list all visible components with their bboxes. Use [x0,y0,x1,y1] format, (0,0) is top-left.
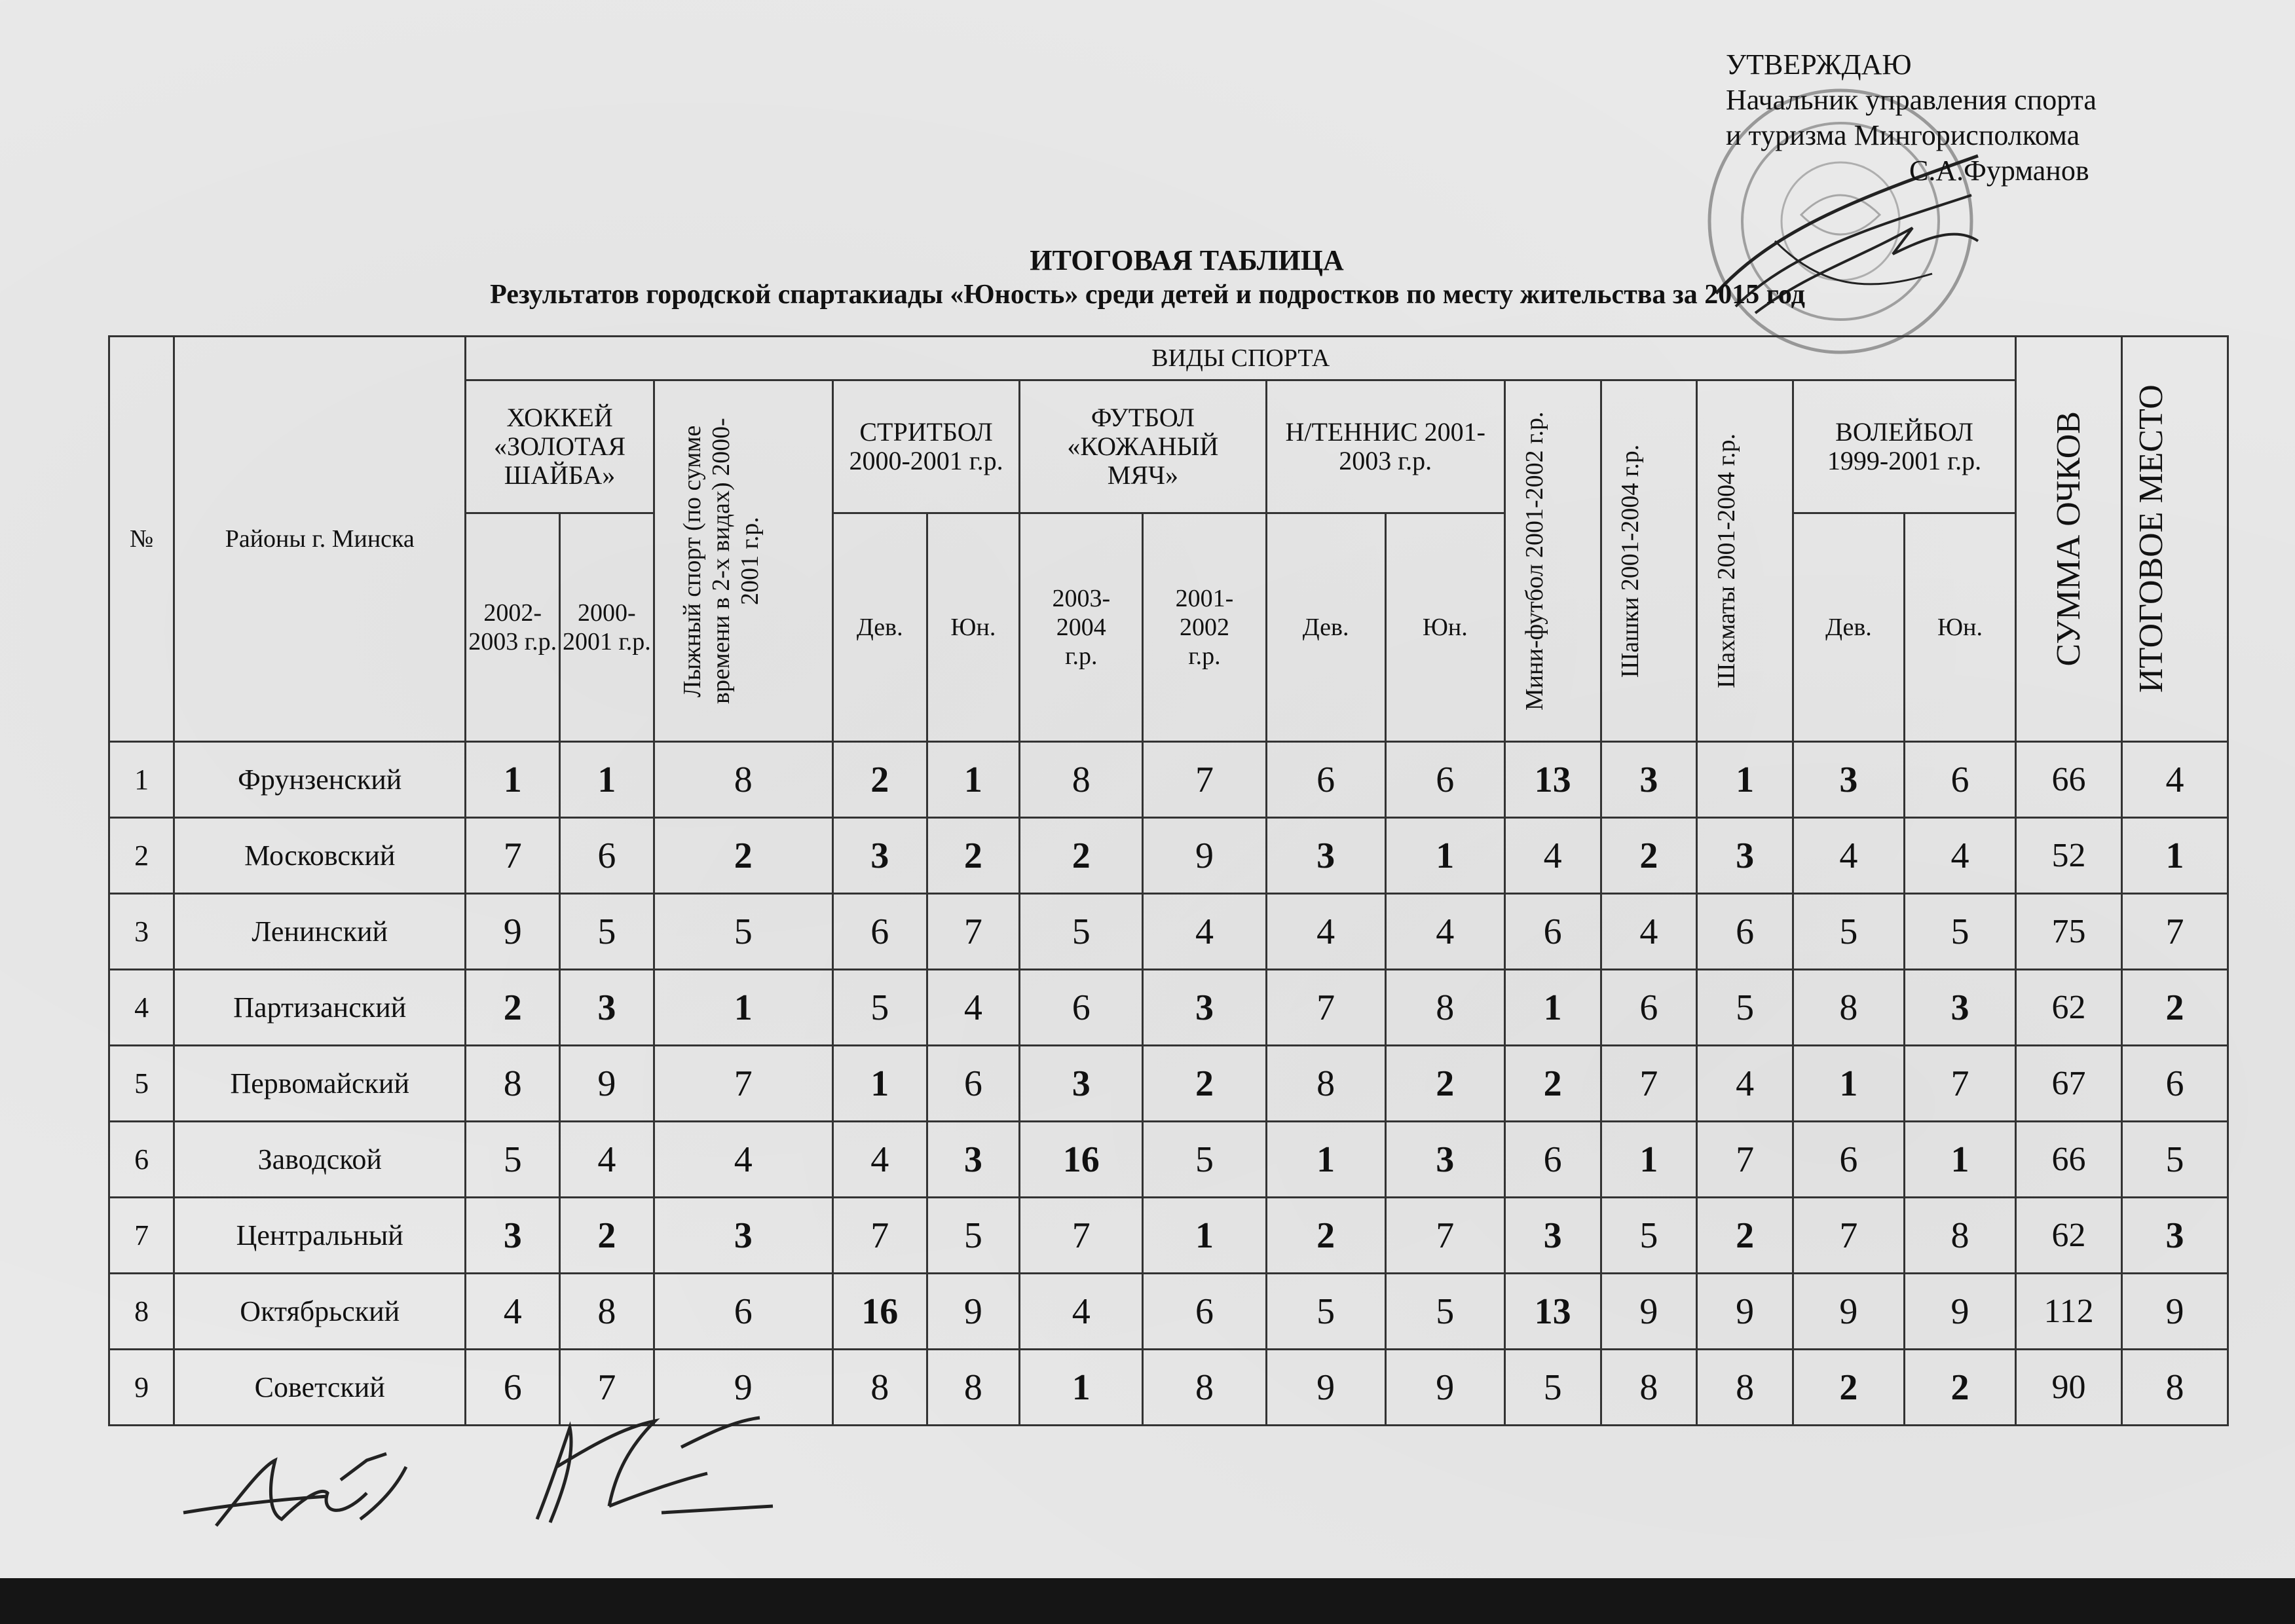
title-line-2: Результатов городской спартакиады «Юность» среди детей и подростков по месту жительства за 2015 год [490,280,1805,310]
results-table [108,335,2229,1426]
score-cell: 6 [1385,742,1504,818]
header-district: Районы г. Минска [174,337,466,742]
score-cell: 16 [832,1274,927,1350]
score-cell: 4 [1143,894,1266,970]
score-cell: 8 [1143,1350,1266,1426]
signature-2-icon [511,1408,812,1532]
score-cell: 1 [1904,1122,2015,1198]
score-cell: 6 [560,818,654,894]
header-volleyball: ВОЛЕЙБОЛ 1999-2001 г.р. [1793,380,2015,513]
score-cell: 1 [1504,970,1601,1046]
place-cell: 2 [2121,970,2228,1046]
score-cell: 13 [1504,742,1601,818]
district-name: Заводской [174,1122,466,1198]
title-line-1: ИТОГОВАЯ ТАБЛИЦА [1030,244,1344,276]
score-cell: 3 [832,818,927,894]
score-cell: 7 [1697,1122,1793,1198]
score-cell: 2 [1504,1046,1601,1122]
score-cell: 8 [1904,1198,2015,1274]
header-streetball: СТРИТБОЛ 2000-2001 г.р. [832,380,1019,513]
score-cell: 1 [654,970,832,1046]
score-cell: 5 [1143,1122,1266,1198]
table-row [109,1274,2228,1350]
score-cell: 9 [1904,1274,2015,1350]
place-cell: 7 [2121,894,2228,970]
score-cell: 3 [1385,1122,1504,1198]
row-number: 4 [109,970,174,1046]
score-cell: 2 [1793,1350,1904,1426]
score-cell: 8 [1697,1350,1793,1426]
header-volleyball-b: Юн. [1904,513,2015,742]
score-cell: 6 [1020,970,1143,1046]
score-cell: 8 [1601,1350,1697,1426]
score-cell: 3 [560,970,654,1046]
score-cell: 7 [1793,1198,1904,1274]
score-cell: 3 [654,1198,832,1274]
score-cell: 8 [1266,1046,1385,1122]
score-cell: 7 [654,1046,832,1122]
score-cell: 7 [560,1350,654,1426]
header-streetball-b: Юн. [927,513,1020,742]
score-cell: 7 [466,818,560,894]
score-cell: 6 [1601,970,1697,1046]
approval-line-2: Начальник управления спорта [1726,84,2097,116]
place-cell: 3 [2121,1198,2228,1274]
score-cell: 7 [832,1198,927,1274]
score-cell: 3 [1504,1198,1601,1274]
row-number: 8 [109,1274,174,1350]
header-hockey-a: 2002-2003 г.р. [466,513,560,742]
score-cell: 4 [1904,818,2015,894]
place-cell: 8 [2121,1350,2228,1426]
scan-edge [0,1578,2295,1624]
score-cell: 9 [927,1274,1020,1350]
score-cell: 2 [927,818,1020,894]
district-name: Первомайский [174,1046,466,1122]
score-cell: 6 [1697,894,1793,970]
score-cell: 5 [1504,1350,1601,1426]
score-cell: 3 [1793,742,1904,818]
district-name: Московский [174,818,466,894]
score-cell: 4 [927,970,1020,1046]
score-cell: 2 [1020,818,1143,894]
score-cell: 1 [927,742,1020,818]
sum-cell: 62 [2016,1198,2122,1274]
score-cell: 5 [927,1198,1020,1274]
score-cell: 9 [1385,1350,1504,1426]
score-cell: 8 [927,1350,1020,1426]
score-cell: 13 [1504,1274,1601,1350]
score-cell: 4 [466,1274,560,1350]
score-cell: 6 [1266,742,1385,818]
score-cell: 6 [1504,894,1601,970]
header-tennis: Н/ТЕННИС 2001-2003 г.р. [1266,380,1504,513]
header-football: ФУТБОЛ «КОЖАНЫЙ МЯЧ» [1020,380,1266,513]
score-cell: 2 [832,742,927,818]
sum-cell: 67 [2016,1046,2122,1122]
score-cell: 1 [1385,818,1504,894]
table-row [109,970,2228,1046]
score-cell: 1 [466,742,560,818]
score-cell: 5 [1266,1274,1385,1350]
header-num: № [109,337,174,742]
score-cell: 2 [560,1198,654,1274]
score-cell: 2 [1904,1350,2015,1426]
signature-1-icon [170,1441,432,1545]
header-hockey-b: 2000-2001 г.р. [560,513,654,742]
row-number: 9 [109,1350,174,1426]
score-cell: 7 [1601,1046,1697,1122]
score-cell: 1 [1793,1046,1904,1122]
score-cell: 4 [654,1122,832,1198]
score-cell: 3 [1266,818,1385,894]
header-sum: СУММА ОЧКОВ [2016,337,2122,742]
score-cell: 5 [1385,1274,1504,1350]
score-cell: 4 [1020,1274,1143,1350]
score-cell: 6 [1504,1122,1601,1198]
score-cell: 4 [1385,894,1504,970]
header-volleyball-a: Дев. [1793,513,1904,742]
score-cell: 4 [1793,818,1904,894]
score-cell: 1 [832,1046,927,1122]
district-name: Октябрьский [174,1274,466,1350]
score-cell: 16 [1020,1122,1143,1198]
score-cell: 9 [560,1046,654,1122]
score-cell: 4 [832,1122,927,1198]
district-name: Ленинский [174,894,466,970]
score-cell: 8 [1020,742,1143,818]
score-cell: 6 [1904,742,2015,818]
header-sports: ВИДЫ СПОРТА [466,337,2016,380]
score-cell: 8 [560,1274,654,1350]
header-chess: Шахматы 2001-2004 г.р. [1697,380,1793,742]
score-cell: 2 [466,970,560,1046]
score-cell: 2 [1385,1046,1504,1122]
score-cell: 5 [560,894,654,970]
score-cell: 5 [832,970,927,1046]
score-cell: 8 [1793,970,1904,1046]
score-cell: 1 [1601,1122,1697,1198]
score-cell: 2 [1266,1198,1385,1274]
score-cell: 1 [1020,1350,1143,1426]
header-draughts: Шашки 2001-2004 г.р. [1601,380,1697,742]
sum-cell: 66 [2016,1122,2122,1198]
table-row [109,1350,2228,1426]
place-cell: 6 [2121,1046,2228,1122]
score-cell: 4 [1601,894,1697,970]
score-cell: 3 [466,1198,560,1274]
header-place: ИТОГОВОЕ МЕСТО [2121,337,2228,742]
sum-cell: 90 [2016,1350,2122,1426]
score-cell: 3 [1697,818,1793,894]
header-football-a: 2003-2004 г.р. [1020,513,1143,742]
score-cell: 1 [1143,1198,1266,1274]
row-number: 1 [109,742,174,818]
score-cell: 9 [654,1350,832,1426]
header-football-b: 2001-2002 г.р. [1143,513,1266,742]
score-cell: 7 [1385,1198,1504,1274]
place-cell: 9 [2121,1274,2228,1350]
score-cell: 8 [1385,970,1504,1046]
score-cell: 4 [1697,1046,1793,1122]
score-cell: 1 [560,742,654,818]
table-row [109,742,2228,818]
score-cell: 3 [1143,970,1266,1046]
approval-line-3: и туризма Мингорисполкома [1726,119,2080,151]
sum-cell: 75 [2016,894,2122,970]
approval-line-1: УТВЕРЖДАЮ [1726,48,1912,81]
score-cell: 2 [1601,818,1697,894]
score-cell: 5 [1601,1198,1697,1274]
header-minifootball: Мини-футбол 2001-2002 г.р. [1504,380,1601,742]
score-cell: 5 [1697,970,1793,1046]
score-cell: 9 [466,894,560,970]
score-cell: 4 [560,1122,654,1198]
document-title [0,244,2295,312]
table-row [109,818,2228,894]
sum-cell: 66 [2016,742,2122,818]
place-cell: 1 [2121,818,2228,894]
row-number: 7 [109,1198,174,1274]
score-cell: 5 [1793,894,1904,970]
score-cell: 9 [1601,1274,1697,1350]
score-cell: 5 [1020,894,1143,970]
score-cell: 5 [466,1122,560,1198]
score-cell: 9 [1266,1350,1385,1426]
score-cell: 6 [466,1350,560,1426]
district-name: Центральный [174,1198,466,1274]
approval-name: С.А.Фурманов [1909,155,2089,187]
results-body [109,742,2228,1426]
score-cell: 6 [1143,1274,1266,1350]
district-name: Фрунзенский [174,742,466,818]
score-cell: 9 [1793,1274,1904,1350]
score-cell: 7 [1266,970,1385,1046]
score-cell: 5 [1904,894,2015,970]
score-cell: 7 [1904,1046,2015,1122]
score-cell: 2 [1697,1198,1793,1274]
header-hockey: ХОККЕЙ «ЗОЛОТАЯ ШАЙБА» [466,380,654,513]
table-row [109,1122,2228,1198]
place-cell: 4 [2121,742,2228,818]
approval-block [1726,47,2263,189]
score-cell: 6 [832,894,927,970]
district-name: Советский [174,1350,466,1426]
score-cell: 6 [1793,1122,1904,1198]
score-cell: 6 [654,1274,832,1350]
table-row [109,1198,2228,1274]
score-cell: 1 [1266,1122,1385,1198]
header-streetball-a: Дев. [832,513,927,742]
row-number: 2 [109,818,174,894]
row-number: 3 [109,894,174,970]
score-cell: 8 [654,742,832,818]
table-row [109,1046,2228,1122]
score-cell: 7 [927,894,1020,970]
sum-cell: 112 [2016,1274,2122,1350]
score-cell: 7 [1020,1198,1143,1274]
table-row [109,894,2228,970]
score-cell: 7 [1143,742,1266,818]
sum-cell: 62 [2016,970,2122,1046]
header-tennis-b: Юн. [1385,513,1504,742]
score-cell: 8 [832,1350,927,1426]
score-cell: 3 [1904,970,2015,1046]
score-cell: 2 [654,818,832,894]
sum-cell: 52 [2016,818,2122,894]
score-cell: 9 [1697,1274,1793,1350]
score-cell: 8 [466,1046,560,1122]
header-tennis-a: Дев. [1266,513,1385,742]
score-cell: 5 [654,894,832,970]
score-cell: 6 [927,1046,1020,1122]
score-cell: 2 [1143,1046,1266,1122]
score-cell: 1 [1697,742,1793,818]
score-cell: 3 [927,1122,1020,1198]
score-cell: 4 [1266,894,1385,970]
row-number: 6 [109,1122,174,1198]
district-name: Партизанский [174,970,466,1046]
score-cell: 3 [1601,742,1697,818]
place-cell: 5 [2121,1122,2228,1198]
score-cell: 3 [1020,1046,1143,1122]
row-number: 5 [109,1046,174,1122]
score-cell: 9 [1143,818,1266,894]
header-ski: Лыжный спорт (по сумме времени в 2-х видах) 2000-2001 г.р. [654,380,832,742]
score-cell: 4 [1504,818,1601,894]
